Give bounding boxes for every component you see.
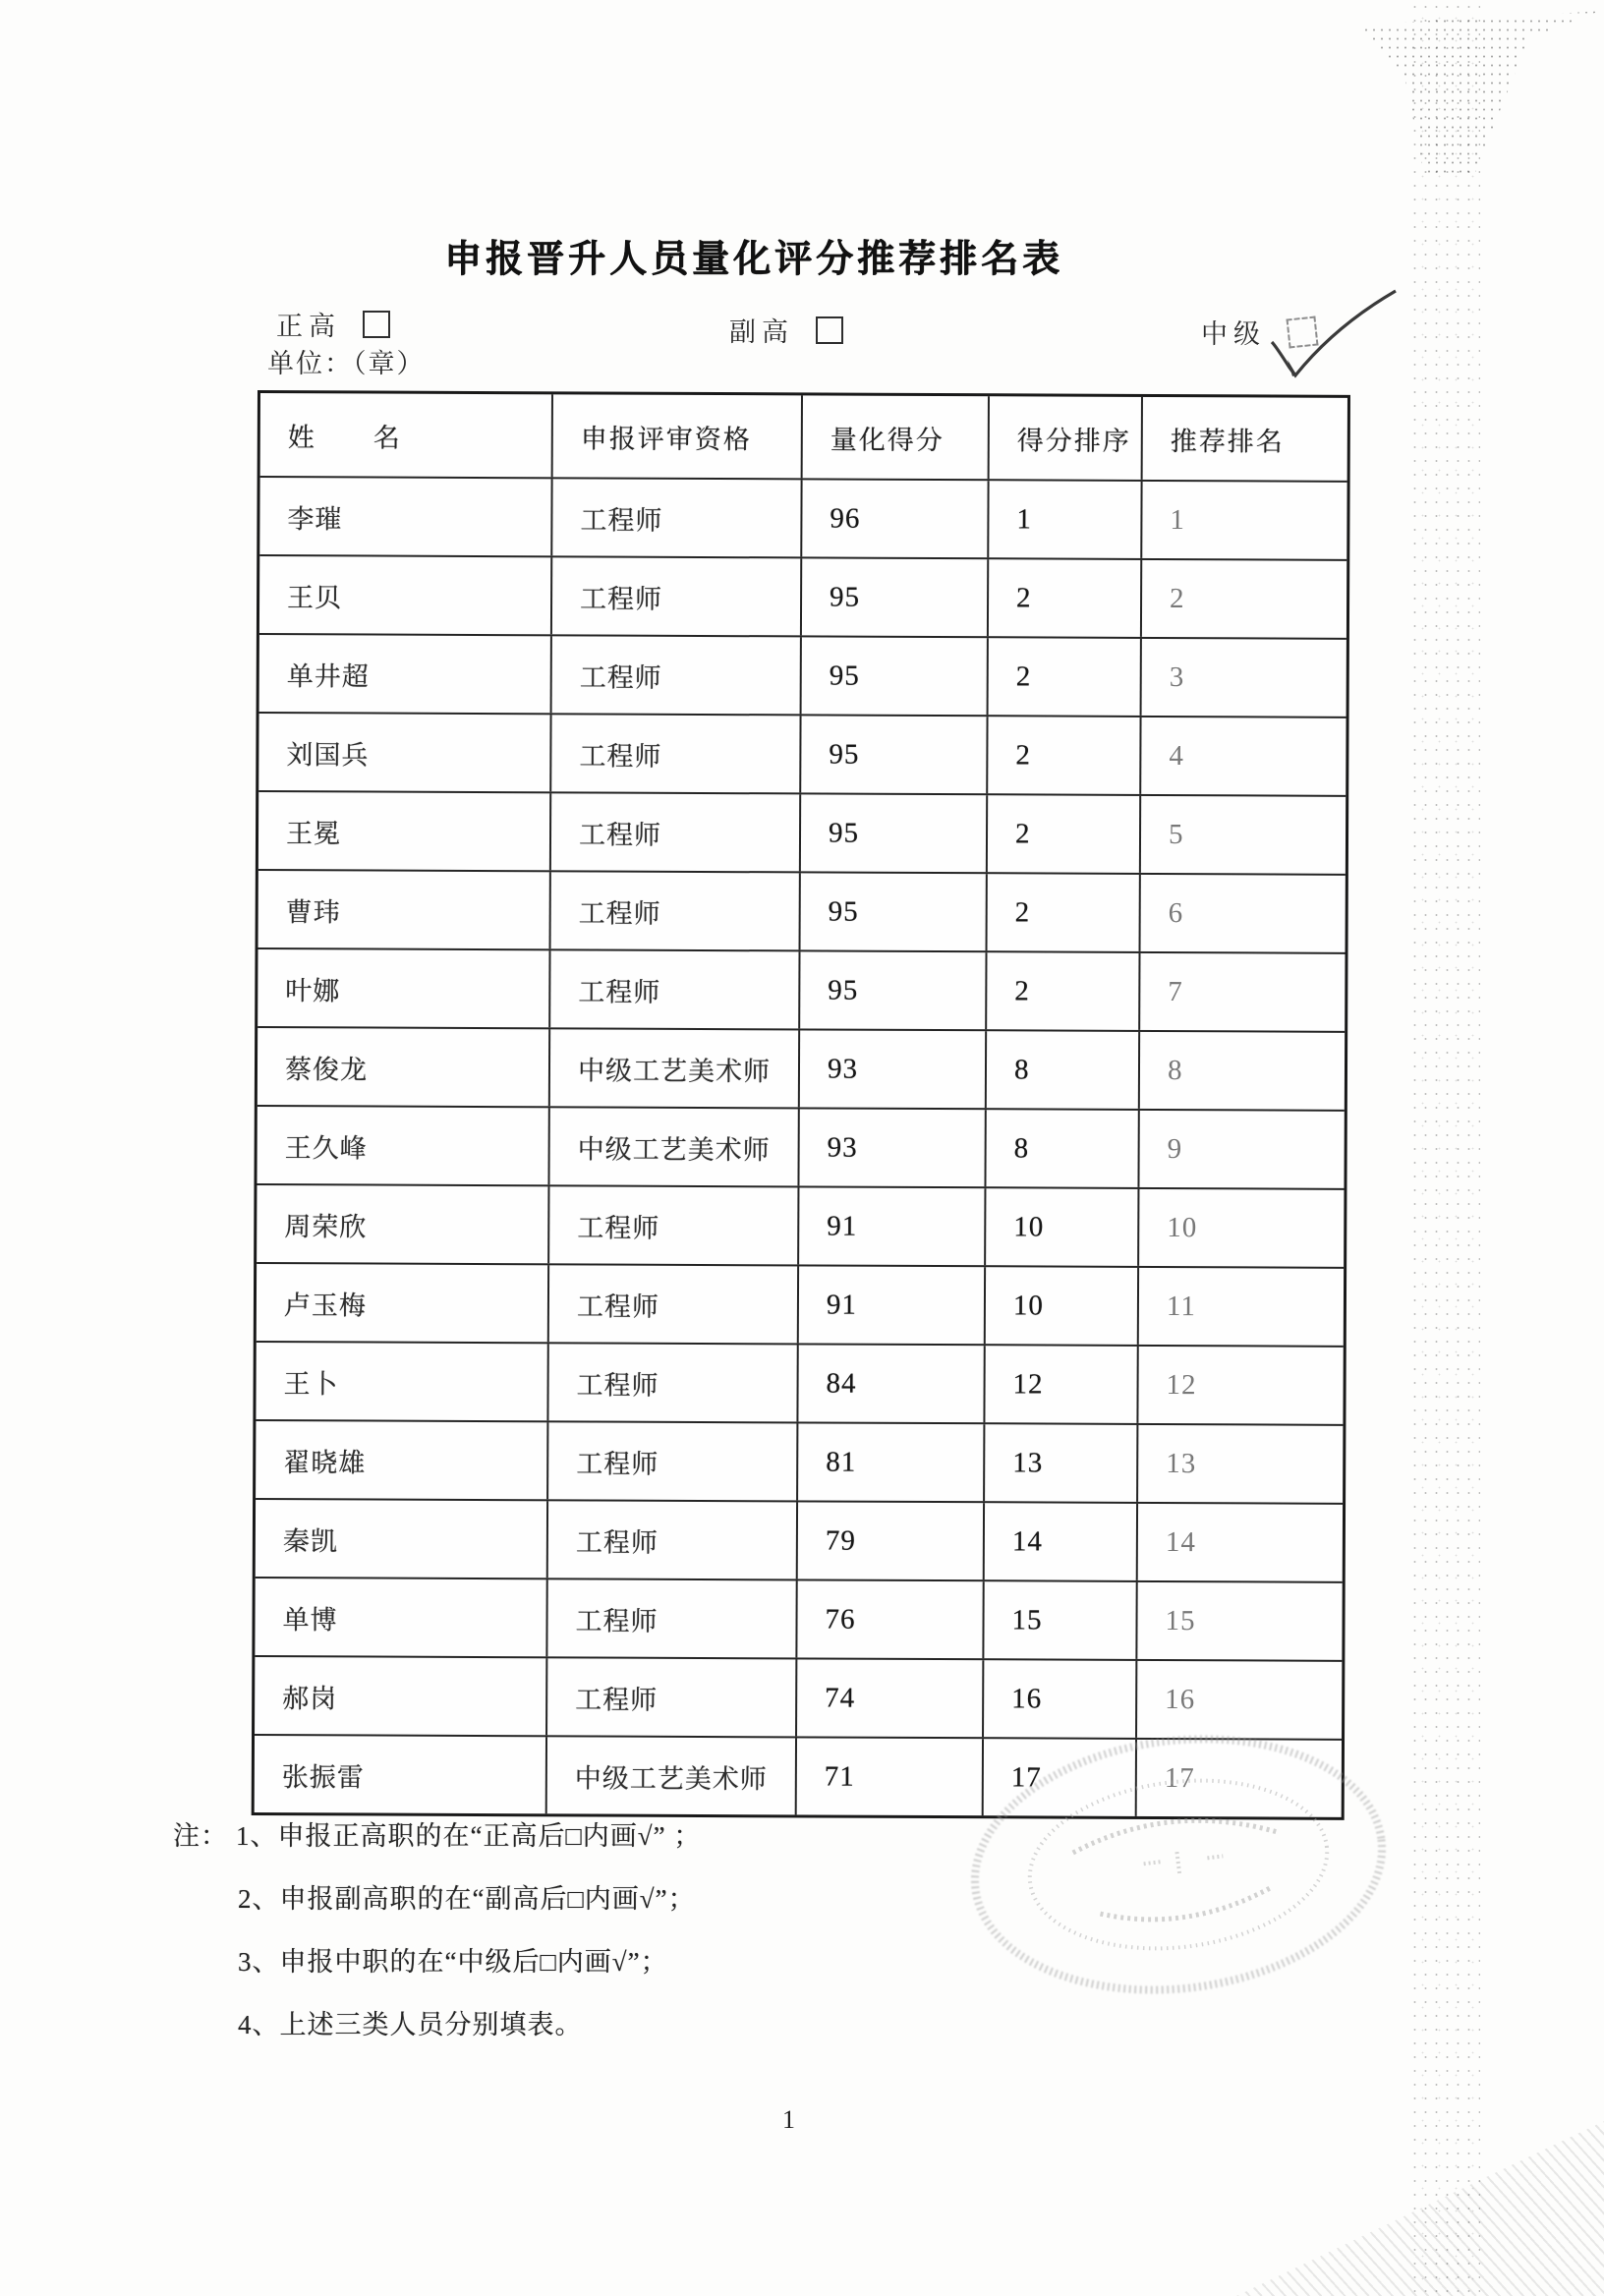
cell-score: 96 bbox=[802, 480, 989, 557]
cell-score-rank: 12 bbox=[985, 1346, 1138, 1423]
cell-recommend-rank: 13 bbox=[1166, 1447, 1197, 1479]
cell-recommend-rank: 14 bbox=[1165, 1525, 1196, 1558]
level-label-fugao: 副高 bbox=[729, 317, 794, 347]
cell-name: 曹玮 bbox=[258, 871, 551, 948]
table-row bbox=[258, 712, 1346, 795]
cell-score-rank: 15 bbox=[984, 1581, 1137, 1659]
note-text-1: 1、申报正高职的在“正高后□内画√” ； bbox=[236, 1821, 702, 1851]
table-row bbox=[257, 1262, 1344, 1346]
table-row bbox=[259, 476, 1346, 559]
cell-recommend-rank: 16 bbox=[1165, 1683, 1196, 1715]
cell-name: 叶娜 bbox=[258, 949, 550, 1027]
cell-name: 李璀 bbox=[259, 478, 552, 555]
cell-name: 王贝 bbox=[259, 556, 552, 634]
cell-recommend-rank: 10 bbox=[1167, 1211, 1198, 1243]
checkbox-zhongji bbox=[1287, 316, 1319, 348]
ranking-table bbox=[252, 390, 1350, 1820]
cell-name: 王卜 bbox=[256, 1343, 548, 1420]
cell-qualification: 工程师 bbox=[551, 715, 801, 792]
cell-name: 卢玉梅 bbox=[257, 1264, 549, 1342]
scan-noise-band-right bbox=[1409, 0, 1480, 2296]
note-line-4 bbox=[173, 2003, 701, 2066]
page-title: 申报晋升人员量化评分推荐排名表 bbox=[444, 239, 1064, 280]
cell-recommend-rank: 5 bbox=[1168, 818, 1184, 850]
cell-score-rank: 2 bbox=[989, 559, 1142, 637]
cell-score: 79 bbox=[798, 1502, 985, 1579]
cell-recommend-rank: 15 bbox=[1165, 1604, 1196, 1636]
page-number: 1 bbox=[782, 2105, 795, 2134]
cell-score: 93 bbox=[799, 1109, 986, 1186]
table-header-row bbox=[260, 393, 1347, 481]
cell-score-rank: 2 bbox=[987, 952, 1140, 1030]
cell-score: 95 bbox=[801, 794, 988, 872]
cell-name: 刘国兵 bbox=[258, 714, 551, 791]
cell-name: 单博 bbox=[255, 1578, 547, 1656]
cell-score-rank: 8 bbox=[986, 1110, 1139, 1187]
cell-qualification: 工程师 bbox=[552, 557, 802, 635]
level-option-fugao bbox=[729, 311, 843, 349]
cell-name: 王冕 bbox=[258, 792, 551, 870]
cell-score-rank: 2 bbox=[988, 795, 1141, 873]
cell-recommend-rank: 12 bbox=[1166, 1368, 1197, 1401]
cell-recommend-rank: 2 bbox=[1170, 582, 1185, 614]
note-text-4: 4、上述三类人员分别填表。 bbox=[238, 2010, 583, 2039]
level-option-zhenggao bbox=[276, 305, 390, 343]
table-row bbox=[258, 1026, 1345, 1110]
cell-recommend-rank: 3 bbox=[1169, 660, 1185, 693]
cell-name: 郝岗 bbox=[255, 1657, 547, 1735]
cell-score-rank: 10 bbox=[986, 1267, 1139, 1345]
cell-qualification: 工程师 bbox=[548, 1344, 798, 1421]
scan-noise-top-right bbox=[1354, 8, 1604, 175]
cell-recommend-rank: 11 bbox=[1166, 1290, 1196, 1322]
level-label-zhenggao: 正高 bbox=[276, 312, 341, 341]
cell-qualification: 工程师 bbox=[552, 479, 802, 556]
cell-qualification: 工程师 bbox=[551, 793, 801, 871]
cell-name: 蔡俊龙 bbox=[258, 1028, 550, 1106]
cell-qualification: 工程师 bbox=[548, 1422, 798, 1500]
cell-score: 95 bbox=[802, 637, 989, 715]
cell-qualification: 工程师 bbox=[549, 1186, 799, 1264]
table-row bbox=[255, 1577, 1342, 1660]
table-row bbox=[256, 1419, 1343, 1503]
cell-score-rank: 14 bbox=[985, 1503, 1138, 1580]
cell-qualification: 工程师 bbox=[552, 636, 802, 714]
cell-score-rank: 2 bbox=[988, 874, 1141, 951]
cell-qualification: 工程师 bbox=[547, 1579, 797, 1657]
checkbox-fugao bbox=[816, 316, 843, 344]
cell-score-rank: 1 bbox=[989, 481, 1142, 558]
cell-recommend-rank: 9 bbox=[1167, 1132, 1183, 1165]
note-line-3 bbox=[173, 1940, 701, 2003]
table-row bbox=[259, 554, 1346, 638]
cell-score: 91 bbox=[799, 1187, 986, 1265]
note-text-3: 3、申报中职的在“中级后□内画√”； bbox=[238, 1947, 668, 1977]
cell-qualification: 工程师 bbox=[547, 1658, 797, 1736]
cell-qualification: 工程师 bbox=[548, 1501, 798, 1578]
table-row bbox=[259, 633, 1346, 717]
table-row bbox=[258, 790, 1346, 874]
cell-score: 95 bbox=[802, 558, 989, 636]
cell-name: 王久峰 bbox=[257, 1107, 549, 1184]
header-score: 量化得分 bbox=[803, 395, 990, 479]
cell-recommend-rank: 17 bbox=[1164, 1761, 1195, 1794]
note-text-2: 2、申报副高职的在“副高后□内画√”； bbox=[238, 1884, 696, 1914]
cell-score: 91 bbox=[799, 1266, 986, 1344]
level-label-zhongji: 中级 bbox=[1201, 319, 1266, 349]
table-row bbox=[256, 1341, 1343, 1424]
header-recommend-rank: 推荐排名 bbox=[1170, 426, 1285, 457]
cell-score-rank: 10 bbox=[986, 1188, 1139, 1266]
cell-qualification: 中级工艺美术师 bbox=[549, 1108, 799, 1185]
table-row bbox=[258, 947, 1345, 1031]
table-body bbox=[255, 476, 1347, 1817]
table-row bbox=[258, 869, 1346, 952]
cell-qualification: 工程师 bbox=[549, 1265, 799, 1343]
table-row bbox=[256, 1498, 1343, 1581]
header-score-rank: 得分排序 bbox=[990, 396, 1143, 480]
cell-score: 74 bbox=[797, 1659, 984, 1737]
cell-recommend-rank: 6 bbox=[1168, 896, 1184, 929]
cell-score: 95 bbox=[800, 951, 987, 1029]
checkbox-zhenggao bbox=[363, 311, 390, 338]
cell-score-rank: 17 bbox=[984, 1739, 1137, 1816]
cell-score-rank: 8 bbox=[987, 1031, 1140, 1109]
note-line-2 bbox=[173, 1877, 701, 1940]
cell-score: 95 bbox=[801, 873, 988, 950]
cell-qualification: 中级工艺美术师 bbox=[547, 1737, 797, 1814]
unit-label: 单位：（章） bbox=[267, 349, 426, 378]
header-name: 姓 名 bbox=[260, 393, 553, 477]
cell-recommend-rank: 8 bbox=[1167, 1054, 1183, 1086]
cell-qualification: 中级工艺美术师 bbox=[550, 1029, 800, 1107]
cell-score: 71 bbox=[797, 1738, 984, 1815]
cell-score: 81 bbox=[798, 1423, 985, 1501]
cell-name: 周荣欣 bbox=[257, 1185, 549, 1263]
cell-name: 秦凯 bbox=[256, 1500, 548, 1578]
level-option-zhongji bbox=[1201, 313, 1317, 351]
cell-recommend-rank: 7 bbox=[1168, 975, 1183, 1007]
cell-score-rank: 2 bbox=[989, 638, 1142, 716]
cell-recommend-rank: 4 bbox=[1169, 739, 1184, 772]
cell-recommend-rank: 1 bbox=[1170, 503, 1186, 536]
table-row bbox=[257, 1105, 1344, 1188]
cell-score: 93 bbox=[800, 1030, 987, 1108]
cell-score: 76 bbox=[797, 1580, 984, 1658]
cell-name: 单井超 bbox=[259, 635, 552, 713]
cell-score-rank: 16 bbox=[984, 1660, 1137, 1738]
header-qualification: 申报评审资格 bbox=[553, 394, 803, 478]
table-row bbox=[257, 1183, 1344, 1267]
cell-score: 95 bbox=[801, 716, 988, 793]
cell-name: 翟晓雄 bbox=[256, 1421, 548, 1499]
cell-qualification: 工程师 bbox=[551, 872, 801, 949]
notes-prefix: 注： bbox=[173, 1821, 228, 1851]
cell-score-rank: 2 bbox=[988, 717, 1141, 794]
cell-name: 张振雷 bbox=[255, 1736, 547, 1813]
cell-qualification: 工程师 bbox=[550, 950, 800, 1028]
cell-score: 84 bbox=[798, 1345, 985, 1422]
stamp-seal bbox=[942, 1696, 1415, 2034]
cell-score-rank: 13 bbox=[985, 1424, 1138, 1502]
note-line-1 bbox=[173, 1814, 701, 1877]
notes bbox=[173, 1814, 701, 2066]
